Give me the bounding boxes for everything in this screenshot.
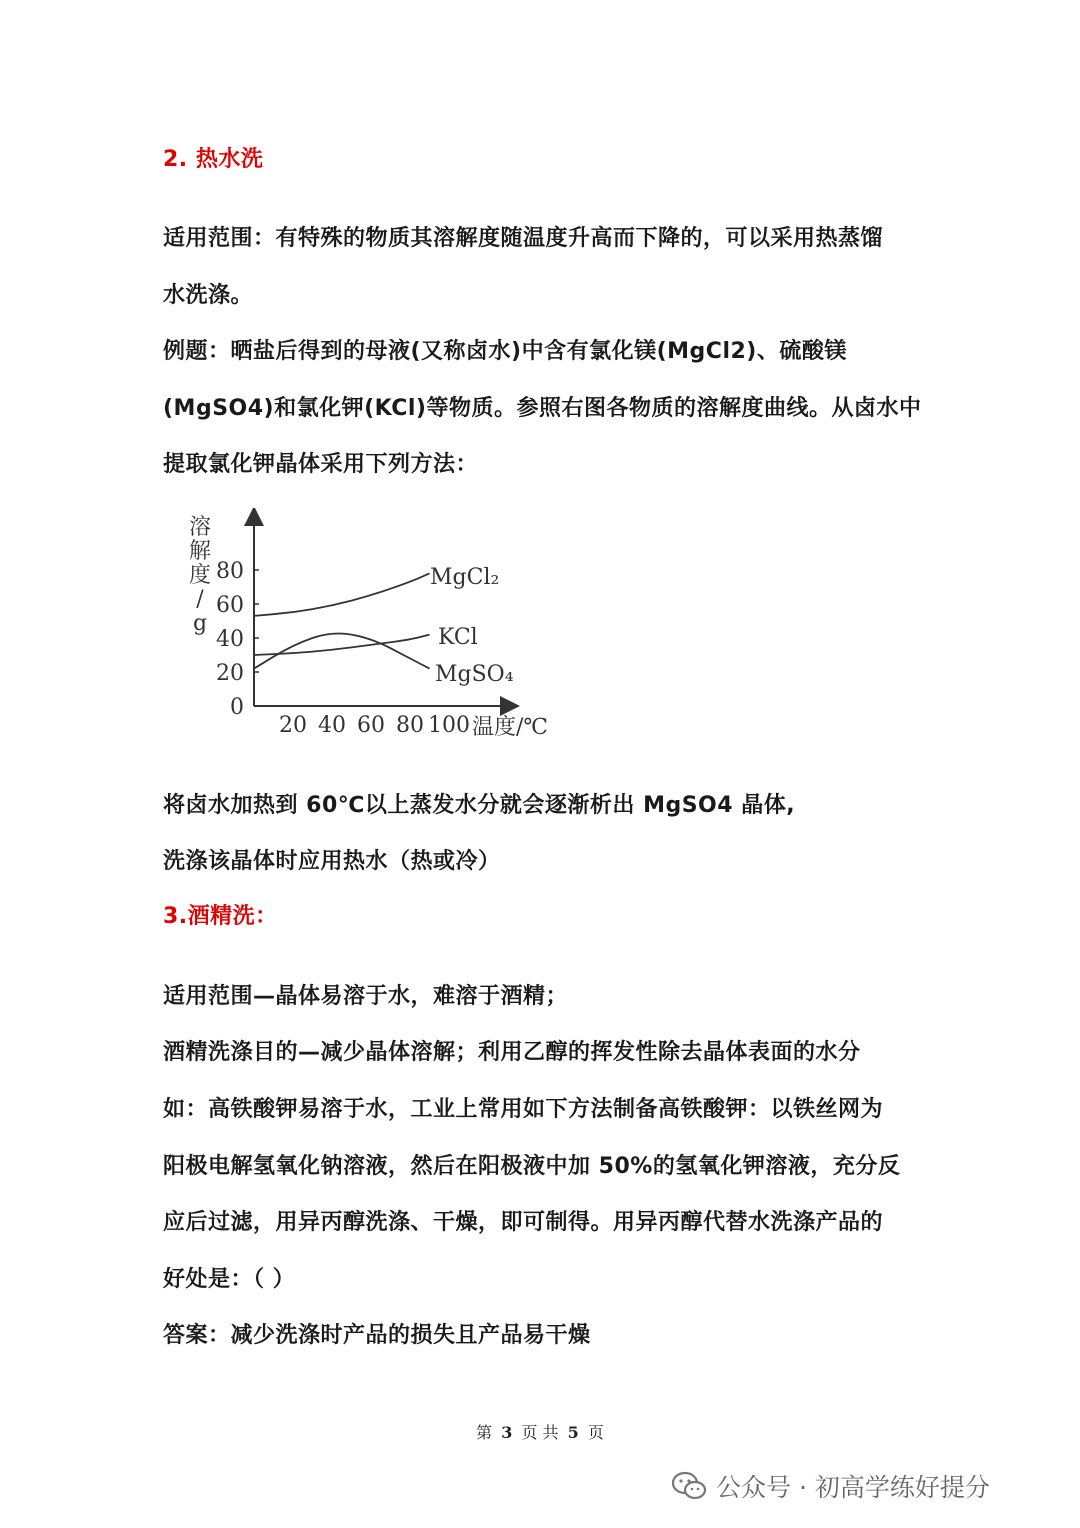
y-tick-label: 0 [230,695,244,720]
x-tick-label: 40 [318,713,346,738]
x-tick-label: 60 [357,713,385,738]
y-tick-label: 80 [216,559,244,584]
x-tick-label: 80 [396,713,424,738]
y-tick-label: 60 [216,593,244,618]
page-footer [0,1420,1080,1443]
section-3-heading: 3.酒精洗： [163,904,278,929]
section-2-scope-line: 水洗涤。 [163,283,254,308]
footer-prefix: 第 [476,1423,493,1442]
y-tick-label: 40 [216,627,244,652]
series-label: MgSO₄ [435,662,514,687]
series-line-2 [254,633,430,668]
series-line-0 [254,573,430,616]
section-3-answer: 答案：减少洗涤时产品的损失且产品易干燥 [163,1323,591,1348]
footer-suffix: 页 [587,1423,604,1442]
footer-middle: 页 共 [521,1423,559,1442]
y-axis-label: 溶解度/ g [188,515,212,636]
section-3-line: 阳极电解氢氧化钠溶液，然后在阳极液中加 50%的氢氧化钾溶液，充分反 [163,1154,901,1179]
wechat-icon [672,1471,706,1501]
watermark-text: 公众号 · 初高学练好提分 [716,1473,990,1502]
section-3-line: 好处是：（ ） [163,1267,296,1292]
section-2-heading: 2. 热水洗 [163,147,264,172]
watermark [672,1466,990,1506]
series-label: MgCl₂ [430,565,500,590]
section-3-line: 酒精洗涤目的—减少晶体溶解；利用乙醇的挥发性除去晶体表面的水分 [163,1040,861,1065]
x-tick-label: 20 [279,713,307,738]
section-2-example-line: 例题：晒盐后得到的母液(又称卤水)中含有氯化镁(MgCl2)、硫酸镁 [163,339,847,364]
series-label: KCl [438,625,478,650]
solubility-chart-svg [180,508,570,744]
x-axis-label: 温度/℃ [472,715,549,740]
section-2-scope-line: 适用范围：有特殊的物质其溶解度随温度升高而下降的，可以采用热蒸馏 [163,226,884,251]
section-2-after-chart-line: 将卤水加热到 60℃以上蒸发水分就会逐渐析出 MgSO4 晶体, [163,793,796,818]
footer-total-pages: 5 [567,1423,579,1442]
section-2-example-line: 提取氯化钾晶体采用下列方法： [163,452,479,477]
section-3-line: 应后过滤，用异丙醇洗涤、干燥，即可制得。用异丙醇代替水洗涤产品的 [163,1210,884,1235]
section-3-line: 如：高铁酸钾易溶于水，工业上常用如下方法制备高铁酸钾：以铁丝网为 [163,1097,884,1122]
section-2-example-line: (MgSO4)和氯化钾(KCl)等物质。参照右图各物质的溶解度曲线。从卤水中 [163,396,922,421]
section-2-answer-line: 洗涤该晶体时应用热水（热或冷） [163,849,501,874]
solubility-chart [180,508,570,744]
section-3-line: 适用范围—晶体易溶于水，难溶于酒精； [163,984,569,1009]
y-tick-label: 20 [216,661,244,686]
x-tick-label: 100 [428,713,470,738]
footer-page-number: 3 [501,1423,513,1442]
